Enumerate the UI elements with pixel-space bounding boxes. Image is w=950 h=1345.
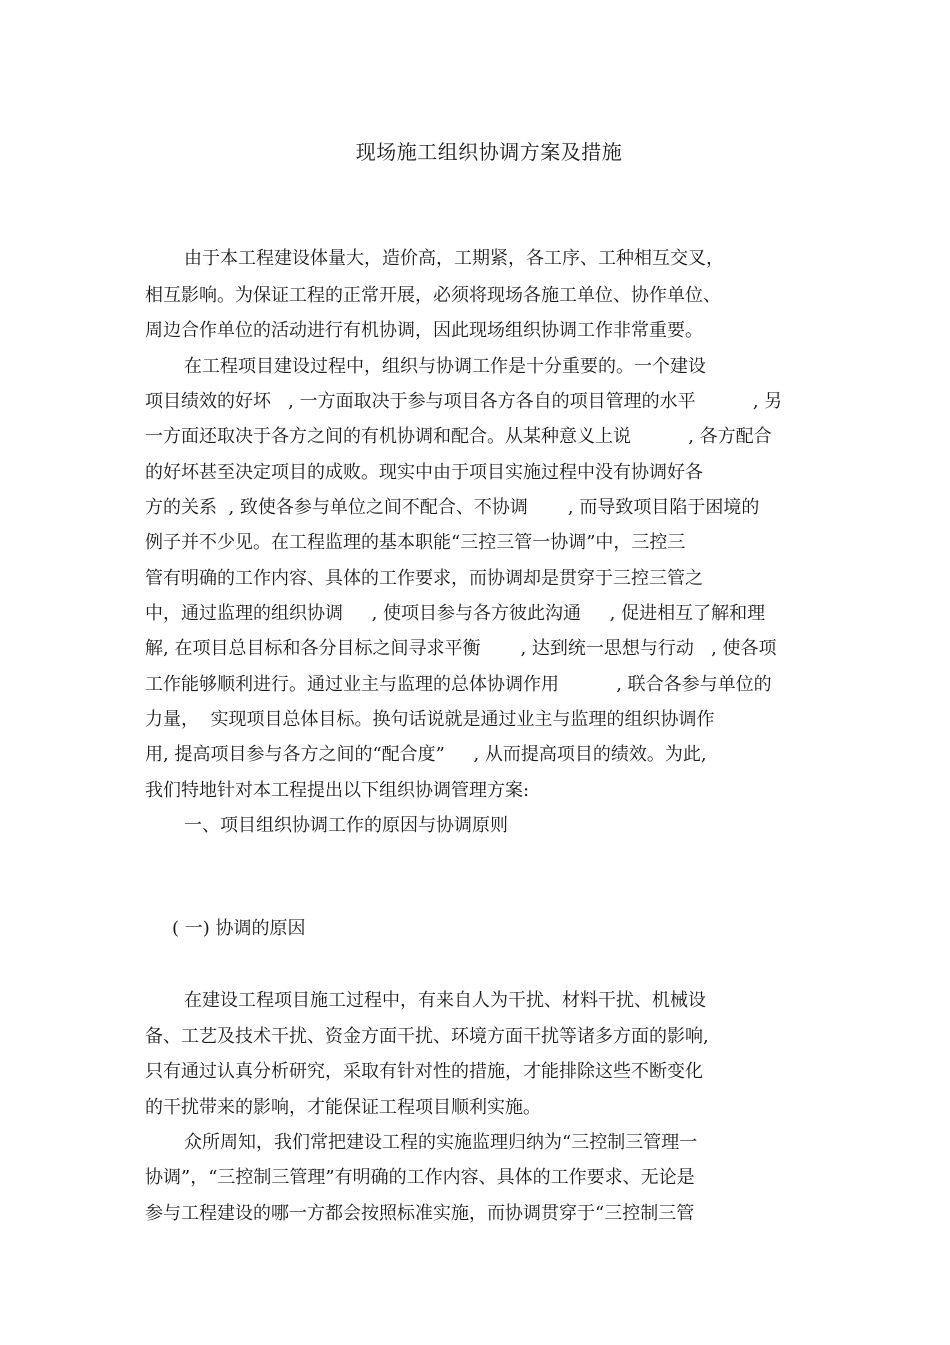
text-line: 的好坏甚至决定项目的成败。现实中由于项目实施过程中没有协调好各 bbox=[145, 462, 703, 483]
text-line: 周边合作单位的活动进行有机协调，因此现场组织协调工作非常重要。 bbox=[145, 320, 703, 341]
text-line: 在工程项目建设过程中，组织与协调工作是十分重要的。一个建设 bbox=[184, 356, 706, 377]
text-line: 由于本工程建设体量大，造价高，工期紧，各工序、工种相互交叉， bbox=[184, 248, 724, 269]
text-line: 用, 提高项目参与各方之间的“配合度” , 从而提高项目的绩效。为此, bbox=[145, 744, 707, 765]
text-line: 备、工艺及技术干扰、资金方面干扰、环境方面干扰等诸多方面的影响, bbox=[145, 1026, 709, 1047]
text-line: 解, 在项目总目标和各分目标之间寻求平衡 , 达到统一思想与行动 , 使各项 bbox=[145, 638, 777, 659]
text-line: ( 一) 协调的原因 bbox=[172, 918, 306, 939]
text-line: 管有明确的工作内容、具体的工作要求，而协调却是贯穿于三控三管之 bbox=[145, 568, 703, 589]
text-line: 一、项目组织协调工作的原因与协调原则 bbox=[184, 815, 508, 836]
text-line: 项目绩效的好坏 , 一方面取决于参与项目各方各自的项目管理的水平 , 另 bbox=[145, 391, 783, 412]
text-line: 方的关系 , 致使各参与单位之间不配合、不协调 , 而导致项目陷于困境的 bbox=[145, 497, 760, 518]
text-line: 一方面还取决于各方之间的有机协调和配合。从某种意义上说 , 各方配合 bbox=[145, 426, 772, 447]
document-title: 现场施工组织协调方案及措施 bbox=[355, 140, 623, 164]
text-line: 中，通过监理的组织协调 , 使项目参与各方彼此沟通 , 促进相互了解和理 bbox=[145, 603, 766, 624]
text-line: 相互影响。为保证工程的正常开展，必须将现场各施工单位、协作单位、 bbox=[145, 285, 721, 306]
text-line: 参与工程建设的哪一方都会按照标准实施，而协调贯穿于“三控制三管 bbox=[145, 1203, 695, 1224]
text-line: 我们特地针对本工程提出以下组织协调管理方案: bbox=[145, 780, 530, 801]
text-line: 力量， 实现项目总体目标。换句话说就是通过业主与监理的组织协调作 bbox=[145, 709, 715, 730]
text-line: 协调”，“三控制三管理”有明确的工作内容、具体的工作要求、无论是 bbox=[145, 1167, 695, 1188]
text-line: 只有通过认真分析研究，采取有针对性的措施，才能排除这些不断变化 bbox=[145, 1061, 703, 1082]
text-line: 的干扰带来的影响，才能保证工程项目顺利实施。 bbox=[145, 1097, 541, 1118]
text-line: 众所周知，我们常把建设工程的实施监理归纳为“三控制三管理一 bbox=[184, 1132, 698, 1153]
text-line: 在建设工程项目施工过程中，有来自人为干扰、材料干扰、机械设 bbox=[184, 990, 706, 1011]
text-line: 例子并不少见。在工程监理的基本职能“三控三管一协调”中，三控三 bbox=[145, 532, 686, 553]
text-line: 工作能够顺利进行。通过业主与监理的总体协调作用 , 联合各参与单位的 bbox=[145, 674, 772, 695]
